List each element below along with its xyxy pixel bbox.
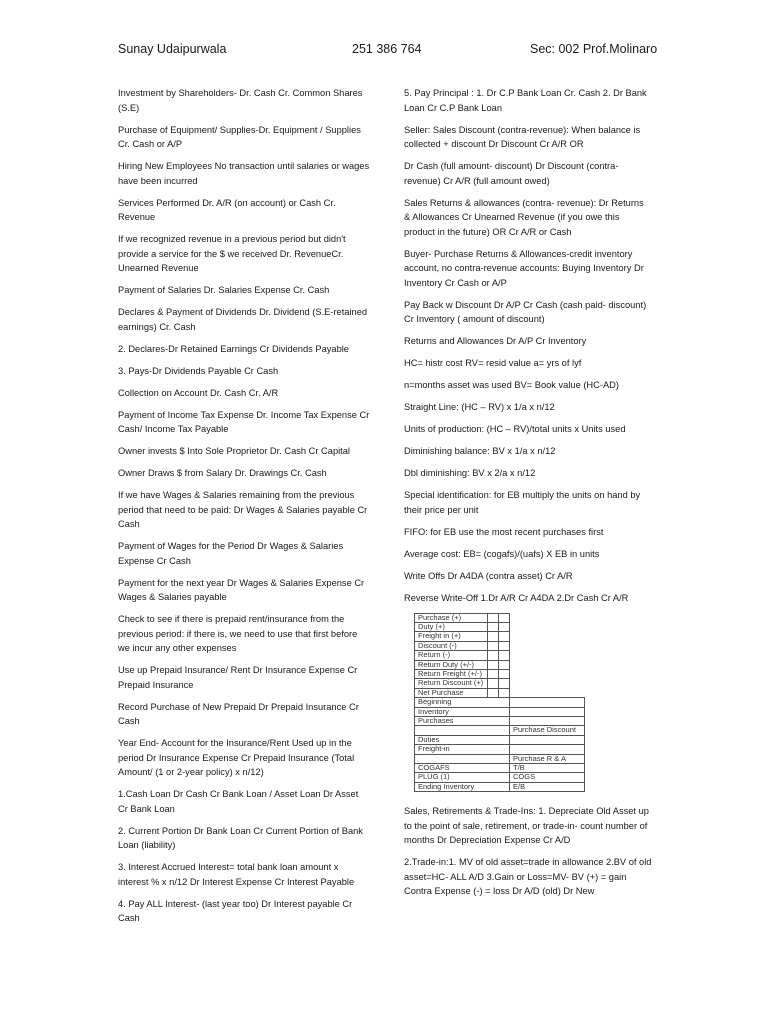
note-paragraph: If we recognized revenue in a previous period but didn't provide a service for the $ we received Dr. RevenueCr. Unearned Revenue xyxy=(118,234,346,273)
table-cell: Return Duty (+/-) xyxy=(415,660,488,669)
table-cell: E/B xyxy=(510,782,585,791)
table-cell: Freight in (+) xyxy=(415,632,488,641)
table-cell: Purchase R & A xyxy=(510,754,585,763)
note-paragraph: 3. Interest Accrued Interest= total bank loan amount x interest % x n/12 Dr Interest Expense Cr Interest Payable xyxy=(118,862,355,887)
note-paragraph: Record Purchase of New Prepaid Dr Prepaid Insurance Cr Cash xyxy=(118,701,359,726)
table-cell: Duty (+) xyxy=(415,622,488,631)
note-paragraph: Declares & Payment of Dividends Dr. Dividend (S.E-retained earnings) Cr. Cash xyxy=(118,307,368,332)
table-cell: Inventory xyxy=(415,707,510,716)
table-cell: Return (-) xyxy=(415,651,488,660)
table-cell: Net Purchase xyxy=(415,688,488,697)
page-header xyxy=(0,42,768,62)
note-paragraph: 1.Cash Loan Dr Cash Cr Bank Loan / Asset Loan Dr Asset Cr Bank Loan xyxy=(118,789,359,814)
table-row xyxy=(415,726,585,735)
table-cell: Beginning xyxy=(415,698,510,707)
table-cell: Duties xyxy=(415,735,510,744)
note-paragraph: Special identification: for EB multiply the units on hand by their price per unit xyxy=(404,490,641,515)
note-paragraph: Sales, Retirements & Trade-Ins: 1. Depreciate Old Asset up to the point of sale, retirement, or trade-in- count number of months Dr Depreciation Expense Cr A/D xyxy=(404,806,649,846)
table-row xyxy=(415,651,585,660)
note-paragraph: 5. Pay Principal : 1. Dr C.P Bank Loan Cr. Cash 2. Dr Bank Loan Cr C.P Bank Loan xyxy=(404,88,647,113)
table-cell: Freight-in xyxy=(415,745,510,754)
left-column xyxy=(118,86,370,933)
note-paragraph: Purchase of Equipment/ Supplies-Dr. Equipment / Supplies Cr. Cash or A/P xyxy=(118,124,361,149)
note-paragraph: Dbl diminishing: BV x 2/a x n/12 xyxy=(404,468,536,478)
note-paragraph: Investment by Shareholders- Dr. Cash Cr. Common Shares (S.E) xyxy=(118,88,363,113)
table-row xyxy=(415,745,585,754)
student-id: 251 386 764 xyxy=(352,42,422,56)
table-cell: Discount (-) xyxy=(415,641,488,650)
note-paragraph: 2. Current Portion Dr Bank Loan Cr Current Portion of Bank Loan (liability) xyxy=(118,825,363,850)
inventory-worksheet-table xyxy=(414,613,585,793)
table-cell xyxy=(510,698,585,707)
note-paragraph: Units of production: (HC – RV)/total units x Units used xyxy=(404,424,626,434)
note-paragraph: Diminishing balance: BV x 1/a x n/12 xyxy=(404,446,556,456)
table-cell xyxy=(510,707,585,716)
table-row xyxy=(415,773,585,782)
table-cell xyxy=(510,735,585,744)
table-row xyxy=(415,632,585,641)
note-paragraph: Owner invests $ Into Sole Proprietor Dr. Cash Cr Capital xyxy=(118,446,350,456)
note-paragraph: Sales Returns & allowances (contra- revenue): Dr Returns & Allowances Cr Unearned Revenue (if you owe this product in the future) OR Cr A/R or Cash xyxy=(404,197,644,237)
note-paragraph: Average cost: EB= (cogafs)/(uafs) X EB in units xyxy=(404,548,600,559)
table-row xyxy=(415,698,585,707)
note-paragraph: Seller: Sales Discount (contra-revenue): When balance is collected + discount Dr Discount Cr A/R OR xyxy=(404,124,641,149)
note-paragraph: Payment for the next year Dr Wages & Salaries Expense Cr Wages & Salaries payable xyxy=(118,577,365,602)
table-cell: Return Discount (+) xyxy=(415,679,488,688)
right-column xyxy=(404,86,652,906)
note-paragraph: Returns and Allowances Dr A/P Cr Inventory xyxy=(404,336,587,346)
student-name: Sunay Udaipurwala xyxy=(118,42,227,56)
note-paragraph: FIFO: for EB use the most recent purchases first xyxy=(404,526,604,537)
note-paragraph: 3. Pays-Dr Dividends Payable Cr Cash xyxy=(118,365,279,376)
note-paragraph: Straight Line: (HC – RV) x 1/a x n/12 xyxy=(404,402,555,412)
note-paragraph: Payment of Salaries Dr. Salaries Expense Cr. Cash xyxy=(118,285,330,295)
table-cell: COGS xyxy=(510,773,585,782)
table-row xyxy=(415,679,585,688)
note-paragraph: Payment of Income Tax Expense Dr. Income Tax Expense Cr Cash/ Income Tax Payable xyxy=(118,409,370,434)
note-paragraph: Dr Cash (full amount- discount) Dr Discount (contra-revenue) Cr A/R (full amount owed) xyxy=(404,161,619,186)
note-paragraph: 2.Trade-in:1. MV of old asset=trade in allowance 2.BV of old asset=HC- ALL A/D 3.Gain or Loss=MV- BV (+) = gain Contra Expense (-) = loss Dr A/D (old) Dr New xyxy=(404,857,652,897)
note-paragraph: Buyer- Purchase Returns & Allowances-credit inventory account, no contra-revenue accounts: Buying Inventory Dr Inventory Cr Cash or A/P xyxy=(404,248,644,288)
note-paragraph: HC= histr cost RV= resid value a= yrs of lyf xyxy=(404,358,582,368)
table-cell: Ending Inventory xyxy=(415,782,510,791)
table-cell: Purchase Discount xyxy=(510,726,585,735)
table-cell xyxy=(510,745,585,754)
table-cell: PLUG (1) xyxy=(415,773,510,782)
table-cell xyxy=(415,726,510,735)
table-cell: Purchase (+) xyxy=(415,613,488,622)
note-paragraph: Services Performed Dr. A/R (on account) or Cash Cr. Revenue xyxy=(118,197,336,222)
note-paragraph: n=months asset was used BV= Book value (HC-AD) xyxy=(404,380,619,390)
note-paragraph: If we have Wages & Salaries remaining from the previous period that need to be paid: Dr Wages & Salaries payable Cr Cash xyxy=(118,490,368,529)
note-paragraph: Check to see if there is prepaid rent/insurance from the previous period: if there is, we need to use that first before we incur any other expenses xyxy=(118,614,358,653)
note-paragraph: Hiring New Employees No transaction until salaries or wages have been incurred xyxy=(118,161,370,186)
note-paragraph: Collection on Account Dr. Cash Cr. A/R xyxy=(118,387,279,398)
note-paragraph: Write Offs Dr A4DA (contra asset) Cr A/R xyxy=(404,570,573,581)
section-info: Sec: 002 Prof.Molinaro xyxy=(530,42,658,56)
note-paragraph: Pay Back w Discount Dr A/P Cr Cash (cash paid- discount) Cr Inventory ( amount of discount) xyxy=(404,299,647,324)
note-paragraph: 4. Pay ALL Interest- (last year too) Dr Interest payable Cr Cash xyxy=(118,898,353,923)
table-cell: Purchases xyxy=(415,716,510,725)
table-row xyxy=(415,782,585,791)
note-paragraph: Reverse Write-Off 1.Dr A/R Cr A4DA 2.Dr Cash Cr A/R xyxy=(404,592,629,603)
table-row xyxy=(415,613,585,622)
note-paragraph: 2. Declares-Dr Retained Earnings Cr Dividends Payable xyxy=(118,343,349,354)
table-cell: COGAFS xyxy=(415,764,510,773)
table-cell: Return Freight (+/-) xyxy=(415,669,488,678)
table-cell: T/B xyxy=(510,764,585,773)
note-paragraph: Use up Prepaid Insurance/ Rent Dr Insurance Expense Cr Prepaid Insurance xyxy=(118,665,358,690)
note-paragraph: Year End- Account for the Insurance/Rent Used up in the period Dr Insurance Expense Cr Prepaid Insurance (Total Amount/ (1 or 2-year policy) x n/12) xyxy=(118,738,355,777)
note-paragraph: Owner Draws $ from Salary Dr. Drawings Cr. Cash xyxy=(118,468,327,478)
note-paragraph: Payment of Wages for the Period Dr Wages & Salaries Expense Cr Cash xyxy=(118,541,344,566)
